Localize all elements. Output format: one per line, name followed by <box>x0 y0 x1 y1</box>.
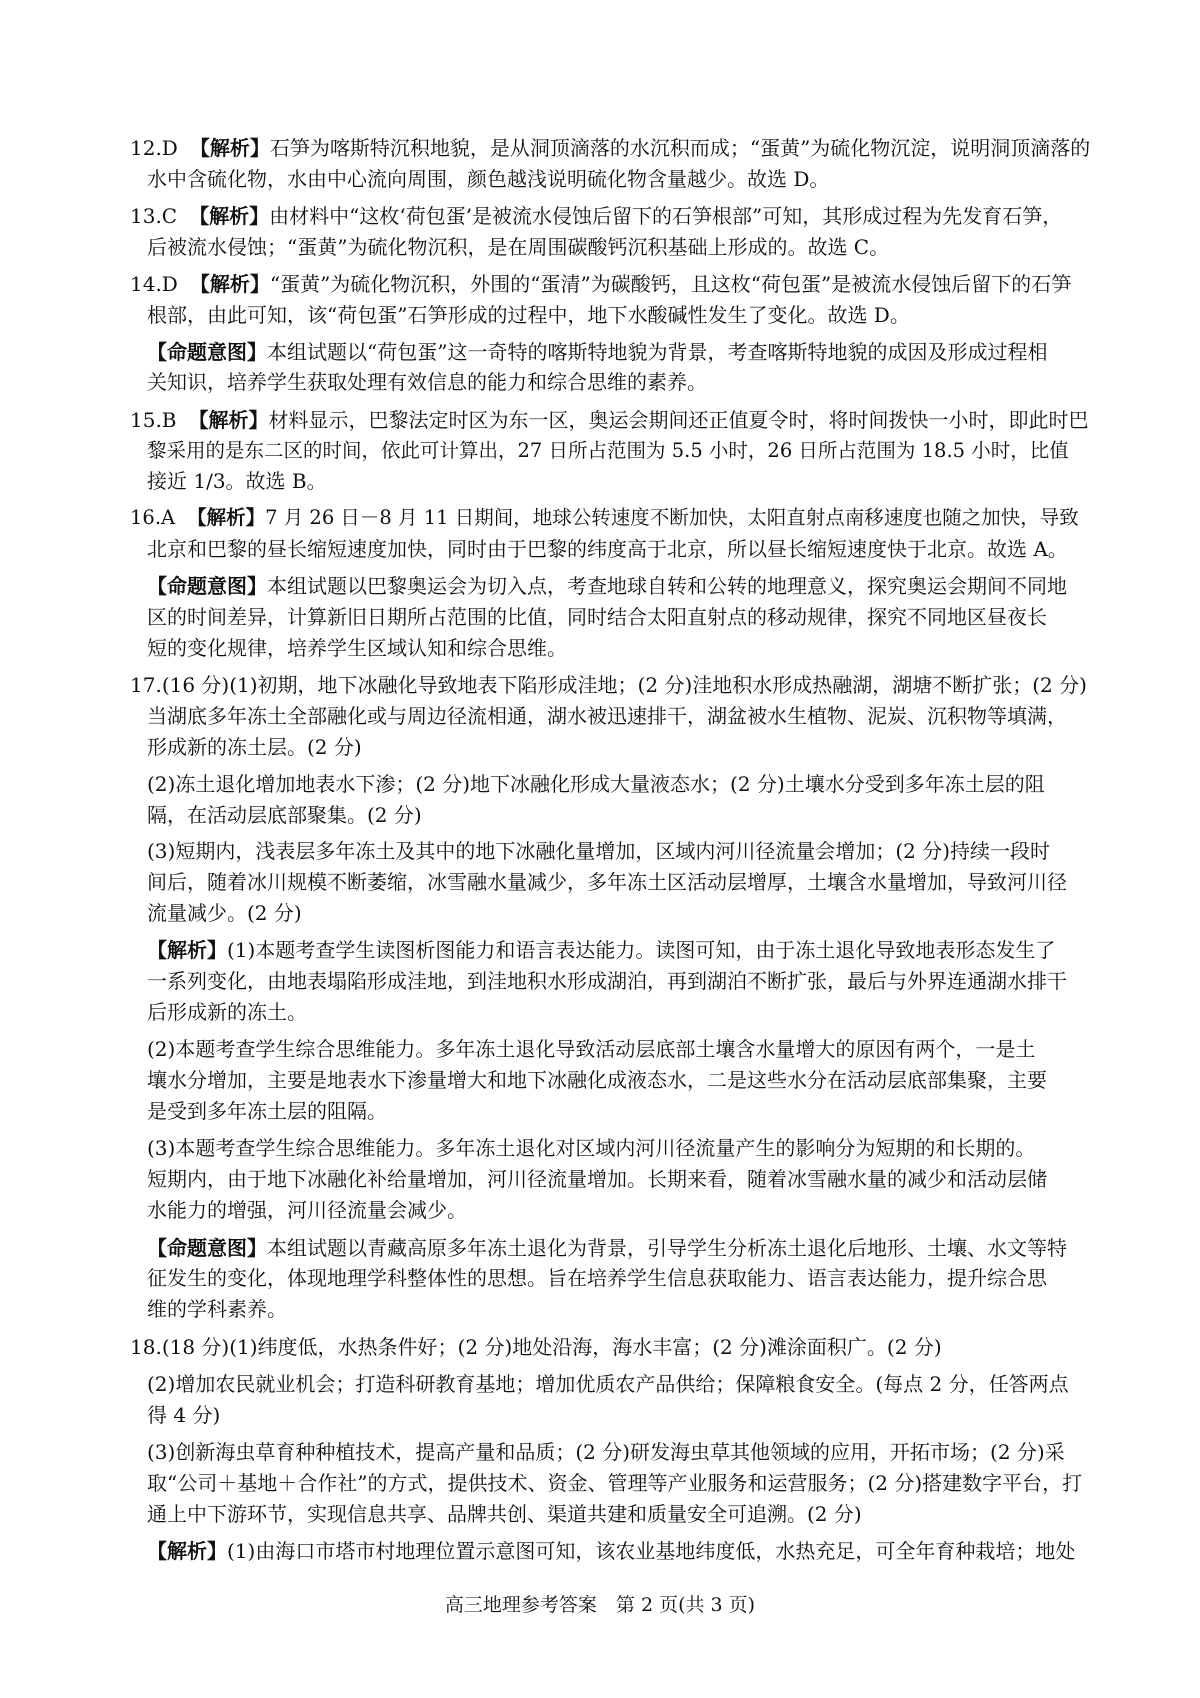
text-line <box>147 1131 1090 1165</box>
line-text: (1)由海口市塔市村地理位置示意图可知，该农业基地纬度低，水热充足，可全年育种栽培；地处 <box>227 1539 1076 1563</box>
text-line <box>147 798 1090 832</box>
text-line <box>147 1292 1090 1326</box>
text-line <box>130 131 1090 165</box>
text-line <box>147 1435 1090 1469</box>
line-text: 后形成新的冻土。 <box>147 1000 307 1024</box>
text-line <box>147 162 1090 196</box>
text-line <box>130 199 1090 233</box>
question-number: 15.B <box>130 408 177 432</box>
text-line <box>147 1231 1090 1265</box>
section-tag: 【解析】 <box>147 1539 227 1563</box>
text-line <box>147 1162 1090 1196</box>
section-tag: 【解析】 <box>147 938 227 962</box>
line-text: 本组试题以巴黎奥运会为切入点，考查地球自转和公转的地理意义，探究奥运会期间不同地 <box>267 574 1067 598</box>
text-line <box>147 1261 1090 1295</box>
line-text: 短期内，由于地下冰融化补给量增加，河川径流量增加。长期来看，随着冰雪融水量的减少和活动层储 <box>147 1167 1047 1191</box>
question-number: 14.D <box>130 272 178 296</box>
line-text: 本组试题以“荷包蛋”这一奇特的喀斯特地貌为背景，考查喀斯特地貌的成因及形成过程相 <box>267 340 1048 364</box>
section-tag: 【解析】 <box>189 204 270 228</box>
text-line <box>147 600 1090 634</box>
text-line <box>147 365 1090 399</box>
line-text: 水能力的增强，河川径流量会减少。 <box>147 1198 467 1222</box>
line-text: 维的学科素养。 <box>147 1297 287 1321</box>
line-text: 短的变化规律，培养学生区域认知和综合思维。 <box>147 636 567 660</box>
text-line <box>147 464 1090 498</box>
text-line <box>147 1193 1090 1227</box>
line-text: (3)创新海虫草育种种植技术，提高产量和品质；(2 分)研发海虫草其他领域的应用，开拓市场；(2 分)采 <box>147 1440 1065 1464</box>
text-line <box>147 1063 1090 1097</box>
line-text: (16 分)(1)初期，地下冰融化导致地表下陷形成洼地；(2 分)洼地积水形成热融湖，湖塘不断扩张；(2 分) <box>161 673 1087 697</box>
section-tag: 【解析】 <box>188 408 269 432</box>
text-line <box>147 834 1090 868</box>
line-text: 通上中下游环节，实现信息共享、品牌共创、渠道共建和质量安全可追溯。(2 分) <box>147 1502 862 1526</box>
text-line <box>147 230 1090 264</box>
line-text: 后被流水侵蚀；“蛋黄”为硫化物沉积，是在周围碳酸钙沉积基础上形成的。故选 C。 <box>147 235 890 259</box>
text-line <box>147 933 1090 967</box>
line-text: (2)本题考查学生综合思维能力。多年冻土退化导致活动层底部土壤含水量增大的原因有两个，一是土 <box>147 1037 1036 1061</box>
line-text: 关知识，培养学生获取处理有效信息的能力和综合思维的素养。 <box>147 370 707 394</box>
text-line <box>147 1367 1090 1401</box>
line-text: (2)冻土退化增加地表水下渗；(2 分)地下冰融化形成大量液态水；(2 分)土壤水分受到多年冻土层的阻 <box>147 772 1045 796</box>
line-text: 材料显示，巴黎法定时区为东一区，奥运会期间还正值夏令时，将时间拨快一小时，即此时巴 <box>268 408 1089 432</box>
text-line <box>147 896 1090 930</box>
line-text: 水中含硫化物，水由中心流向周围，颜色越浅说明硫化物含量越少。故选 D。 <box>147 167 830 191</box>
question-number: 13.C <box>130 204 178 228</box>
line-text: (1)本题考查学生读图析图能力和语言表达能力。读图可知，由于冻土退化导致地表形态发生了 <box>227 938 1056 962</box>
section-tag: 【解析】 <box>189 272 270 296</box>
text-line <box>147 1094 1090 1128</box>
page-footer: 高三地理参考答案 第 2 页(共 3 页) <box>444 1594 756 1616</box>
line-text: 取“公司＋基地＋合作社”的方式，提供技术、资金、管理等产业服务和运营服务；(2 分)搭建数字平台，打 <box>147 1471 1083 1495</box>
line-text: (3)本题考查学生综合思维能力。多年冻土退化对区域内河川径流量产生的影响分为短期的和长期的。 <box>147 1136 1036 1160</box>
text-line <box>147 995 1090 1029</box>
line-text: 形成新的冻土层。(2 分) <box>147 735 362 759</box>
line-text: 征发生的变化，体现地理学科整体性的思想。旨在培养学生信息获取能力、语言表达能力，提升综合思 <box>147 1266 1047 1290</box>
section-tag: 【命题意图】 <box>147 574 267 598</box>
line-text: 壤水分增加，主要是地表水下渗量增大和地下冰融化成液态水，二是这些水分在活动层底部集聚，主要 <box>147 1068 1047 1092</box>
line-text: (3)短期内，浅表层多年冻土及其中的地下冰融化量增加，区域内河川径流量会增加；(2 分)持续一段时 <box>147 839 1051 863</box>
text-line <box>147 730 1090 764</box>
text-line <box>147 298 1090 332</box>
text-line <box>147 699 1090 733</box>
text-line <box>147 631 1090 665</box>
line-text: 本组试题以青藏高原多年冻土退化为背景，引导学生分析冻土退化后地形、土壤、水文等特 <box>267 1236 1067 1260</box>
line-text: 石笋为喀斯特沉积地貌，是从洞顶滴落的水沉积而成；“蛋黄”为硫化物沉淀，说明洞顶滴落的 <box>269 136 1090 160</box>
section-tag: 【解析】 <box>187 506 266 529</box>
question-number: 12.D <box>130 136 178 160</box>
line-text: 一系列变化，由地表塌陷形成洼地，到洼地积水形成湖泊，再到湖泊不断扩张，最后与外界连通湖水排干 <box>147 969 1067 993</box>
text-line <box>147 1032 1090 1066</box>
line-text: (18 分)(1)纬度低，水热条件好；(2 分)地处沿海，海水丰富；(2 分)滩涂面积广。(2 分) <box>161 1335 942 1359</box>
text-line <box>130 403 1090 437</box>
question-number: 16.A <box>130 506 176 529</box>
line-text: 是受到多年冻土层的阻隔。 <box>147 1099 387 1123</box>
line-text: 7 月 26 日－8 月 11 日期间，地球公转速度不断加快，太阳直射点南移速度也随之加快，导致 <box>265 506 1079 529</box>
line-text: 隔，在活动层底部聚集。(2 分) <box>147 803 422 827</box>
section-tag: 【命题意图】 <box>147 1236 267 1260</box>
line-text: 北京和巴黎的昼长缩短速度加快，同时由于巴黎的纬度高于北京，所以昼长缩短速度快于北京。故选 A。 <box>147 537 1068 561</box>
line-text: 接近 1/3。故选 B。 <box>147 469 327 493</box>
text-line <box>147 1534 1090 1568</box>
text-line <box>130 267 1090 301</box>
line-text: “蛋黄”为硫化物沉积，外围的“蛋清”为碳酸钙，且这枚“荷包蛋”是被流水侵蚀后留下的石笋 <box>269 272 1072 296</box>
question-number: 18. <box>130 1335 162 1359</box>
line-text: 得 4 分) <box>147 1403 221 1427</box>
text-line <box>147 335 1090 369</box>
section-tag: 【命题意图】 <box>147 340 267 364</box>
line-text: 黎采用的是东二区的时间，依此可计算出，27 日所占范围为 5.5 小时，26 日所占范围为 18.5 小时，比值 <box>147 439 1069 462</box>
text-line <box>147 964 1090 998</box>
line-text: (2)增加农民就业机会；打造科研教育基地；增加优质农产品供给；保障粮食安全。(每点 2 分，任答两点 <box>147 1372 1069 1396</box>
section-tag: 【解析】 <box>189 136 270 160</box>
text-line <box>147 1466 1090 1500</box>
text-line <box>147 434 1090 468</box>
line-text: 区的时间差异，计算新旧日期所占范围的比值，同时结合太阳直射点的移动规律，探究不同地区昼夜长 <box>147 605 1047 629</box>
text-line <box>130 501 1090 535</box>
text-line <box>130 668 1090 702</box>
line-text: 流量减少。(2 分) <box>147 901 302 925</box>
line-text: 根部，由此可知，该“荷包蛋”石笋形成的过程中，地下水酸碱性发生了变化。故选 D。 <box>147 303 910 327</box>
text-line <box>147 1398 1090 1432</box>
text-line <box>147 1497 1090 1531</box>
text-line <box>147 767 1090 801</box>
question-number: 17. <box>130 673 162 697</box>
line-text: 由材料中“这枚‘荷包蛋’是被流水侵蚀后留下的石笋根部”可知，其形成过程为先发育石笋， <box>269 204 1063 228</box>
text-line <box>147 865 1090 899</box>
text-line <box>147 532 1090 566</box>
line-text: 当湖底多年冻土全部融化或与周边径流相通，湖水被迅速排干，湖盆被水生植物、泥炭、沉积物等填满， <box>147 704 1067 728</box>
text-line <box>130 1330 1090 1364</box>
text-line <box>147 569 1090 603</box>
line-text: 间后，随着冰川规模不断萎缩，冰雪融水量减少，多年冻土区活动层增厚，土壤含水量增加，导致河川径 <box>147 870 1067 894</box>
